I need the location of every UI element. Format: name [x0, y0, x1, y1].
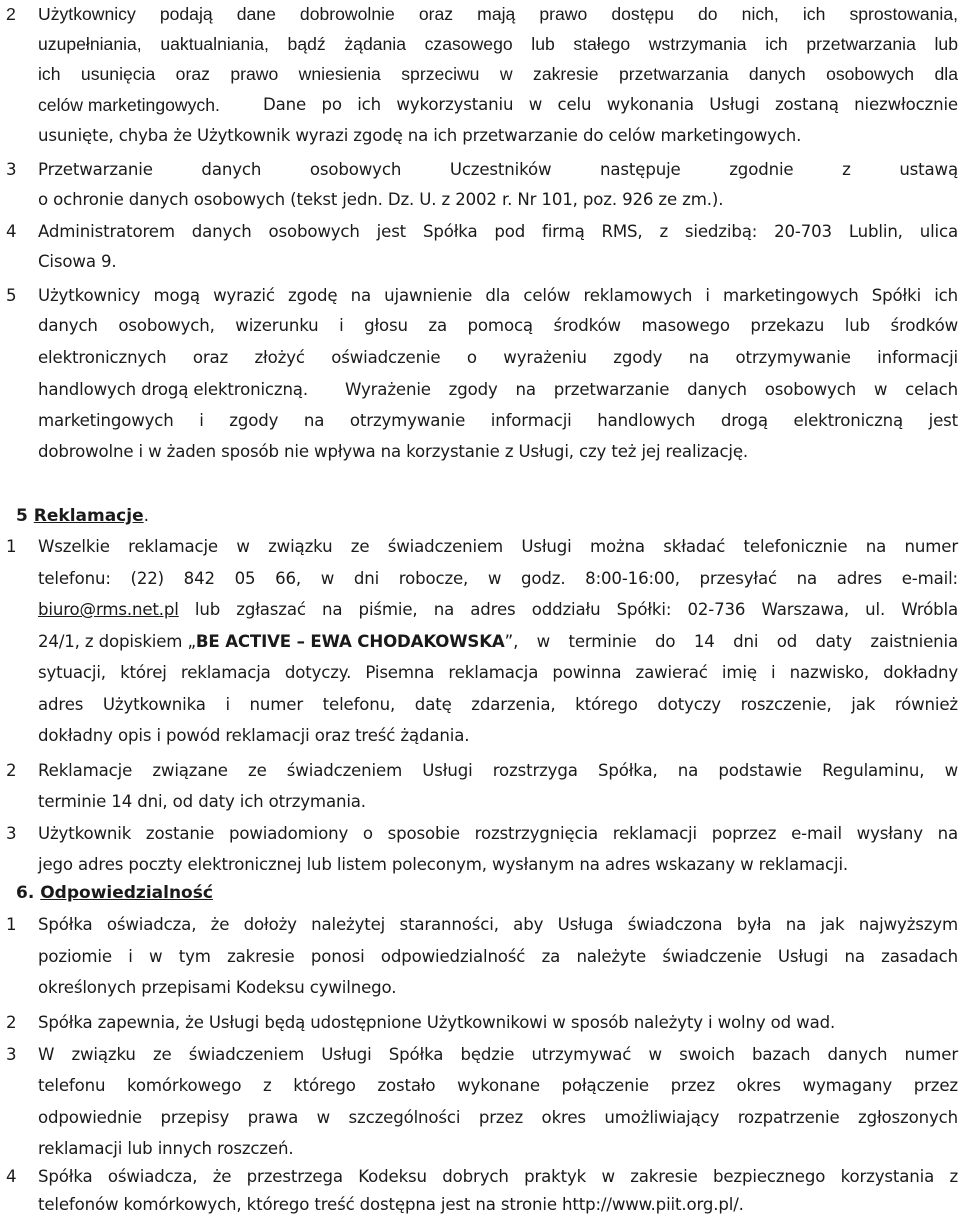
paragraph-line: dokładny opis i powód reklamacji oraz treść żądania. [38, 726, 470, 745]
text-span: 24/1, z dopiskiem „ [38, 632, 196, 651]
paragraph-line: Wszelkie reklamacje w związku ze świadczeniem Usługi można składać telefonicznie na numer [38, 537, 958, 556]
paragraph-line: Reklamacje związane ze świadczeniem Usługi rozstrzyga Spółka, na podstawie Regulaminu, w [38, 761, 958, 780]
paragraph-line: określonych przepisami Kodeksu cywilnego. [38, 978, 397, 997]
paragraph-line: telefonów komórkowych, którego treść dostępna jest na stronie http://www.piit.org.pl/. [38, 1195, 744, 1214]
paragraph-line: Administratorem danych osobowych jest Spółka pod firmą RMS, z siedzibą: 20-703 Lublin, ulica [38, 222, 958, 241]
paragraph-line [38, 630, 958, 654]
paragraph-line: Użytkownicy mogą wyrazić zgodę na ujawnienie dla celów reklamowych i marketingowych Spółki ich [38, 286, 958, 305]
paragraph-line: celów marketingowych. [38, 95, 220, 115]
paragraph-line: Użytkownik zostanie powiadomiony o sposobie rozstrzygnięcia reklamacji poprzez e-mail wysłany na [38, 824, 958, 843]
paragraph-line: Cisowa 9. [38, 252, 117, 271]
paragraph-line: poziomie i w tym zakresie ponosi odpowiedzialność za należyte świadczenie Usługi na zasadach [38, 947, 958, 966]
paragraph-line: dobrowolne i w żaden sposób nie wpływa na korzystanie z Usługi, czy też jej realizację. [38, 442, 749, 461]
paragraph-line: Spółka zapewnia, że Usługi będą udostępnione Użytkownikowi w sposób należyty i wolny od wad. [38, 1013, 836, 1032]
paragraph-line: adres Użytkownika i numer telefonu, datę zdarzenia, którego dotyczy roszczenie, jak również [38, 695, 958, 714]
paragraph-line: danych osobowych, wizerunku i głosu za pomocą środków masowego przekazu lub środków [38, 316, 958, 335]
section-title: Reklamacje [33, 506, 144, 526]
paragraph-line: Przetwarzanie danych osobowych Uczestników następuje zgodnie z ustawą [38, 160, 958, 179]
paragraph-line: Użytkownicy podają dane dobrowolnie oraz mają prawo dostępu do nich, ich sprostowania, [38, 4, 958, 24]
paragraph-line: telefonu komórkowego z którego zostało wykonane połączenie przez okres wymagany przez [38, 1076, 958, 1095]
paragraph-line: odpowiednie przepisy prawa w szczególności przez okres umożliwiający rozpatrzenie zgłoszonych [38, 1108, 958, 1127]
paragraph-line: marketingowych i zgody na otrzymywanie informacji handlowych drogą elektroniczną jest [38, 411, 958, 430]
paragraph-line: Wyrażenie zgody na przetwarzanie danych osobowych w celach [345, 380, 958, 399]
paragraph-line: W związku ze świadczeniem Usługi Spółka będzie utrzymywać w swoich bazach danych numer [38, 1045, 958, 1064]
paragraph-line: reklamacji lub innych roszczeń. [38, 1139, 294, 1158]
section-title-suffix: . [143, 506, 150, 526]
text-span: lub zgłaszać na piśmie, na adres oddziału Spółki: 02-736 Warszawa, ul. Wróbla [178, 600, 958, 619]
paragraph-line: Dane po ich wykorzystaniu w celu wykonania Usługi zostaną niezwłocznie [263, 95, 958, 114]
paragraph-line: terminie 14 dni, od daty ich otrzymania. [38, 792, 366, 811]
section-heading [16, 881, 213, 905]
section-title: Odpowiedzialność [40, 883, 213, 903]
paragraph-line [38, 598, 958, 622]
paragraph-line: usunięte, chyba że Użytkownik wyrazi zgodę na ich przetwarzanie do celów marketingowych. [38, 126, 802, 145]
bold-text: BE ACTIVE – EWA CHODAKOWSKA [195, 632, 505, 651]
paragraph-line: o ochronie danych osobowych (tekst jedn. Dz. U. z 2002 r. Nr 101, poz. 926 ze zm.). [38, 190, 724, 209]
paragraph-line: Spółka oświadcza, że przestrzega Kodeksu dobrych praktyk w zakresie bezpiecznego korzystania z [38, 1167, 958, 1186]
paragraph-line: uzupełniania, uaktualniania, bądź żądania czasowego lub stałego wstrzymania ich przetwarzania lub [38, 34, 958, 54]
paragraph-line: telefonu: (22) 842 05 66, w dni robocze, w godz. 8:00-16:00, przesyłać na adres e-mail: [38, 569, 958, 588]
paragraph-line: elektronicznych oraz złożyć oświadczenie o wyrażeniu zgody na otrzymywanie informacji [38, 348, 958, 367]
text-span: ”, w terminie do 14 dni od daty zaistnienia [504, 632, 958, 651]
section-number: 5 [16, 506, 28, 526]
paragraph-line: Spółka oświadcza, że dołoży należytej staranności, aby Usługa świadczona była na jak najwyższym [38, 915, 958, 934]
email-link[interactable]: biuro@rms.net.pl [38, 600, 179, 619]
paragraph-line: jego adres poczty elektronicznej lub listem poleconym, wysłanym na adres wskazany w reklamacji. [38, 855, 849, 874]
paragraph-line: handlowych drogą elektroniczną. [38, 380, 308, 399]
paragraph-line: ich usunięcia oraz prawo wniesienia sprzeciwu w zakresie przetwarzania danych osobowych dla [38, 64, 958, 84]
section-number: 6. [16, 883, 35, 903]
section-heading [16, 504, 149, 528]
paragraph-line: sytuacji, której reklamacja dotyczy. Pisemna reklamacja powinna zawierać imię i nazwisko, dokładny [38, 663, 958, 682]
document-page: 2 Użytkownicy podają dane dobrowolnie oraz mają prawo dostępu do nich, ich sprostowania, uzupełniania, uaktualniania, bądź żądania czasowego lub stałego wstrzymania ich przetwarzania lub ich usunięcia oraz prawo wniesienia sprzeciwu w zakresie przetwarzania danych osobowych dla celów marketingowych. Dane po ich wykorzystaniu w celu wykonania Usługi zostaną niezwłocznie usunięte, chyba że Użytkownik wyrazi zgodę na ich przetwarzanie do celów marketingowych. 3 Przetwarzanie danych osobowych Uczestników następuje zgodnie z ustawą o ochronie danych osobowych (tekst jedn. Dz. U. z 2002 r. Nr 101, poz. 926 ze zm.). 4 Administratorem danych osobowych jest Spółka pod firmą RMS, z siedzibą: 20-703 Lublin, ulica Cisowa 9. 5 Użytkownicy mogą wyrazić zgodę na ujawnienie dla celów reklamowych i marketingowych Spółki ich danych osobowych, wizerunku i głosu za pomocą środków masowego przekazu lub środków elektronicznych oraz złożyć oświadczenie o wyrażeniu zgody na otrzymywanie informacji handlowych drogą elektroniczną. Wyrażenie zgody na przetwarzanie danych osobowych w celach marketingowych i zgody na otrzymywanie informacji handlowych drogą elektroniczną jest dobrowolne i w żaden sposób nie wpływa na korzystanie z Usługi, czy też jej realizację. 5 Reklamacje. 1 Wszelkie reklamacje w związku ze świadczeniem Usługi można składać telefonicznie na numer telefonu: (22) 842 05 66, w dni robocze, w godz. 8:00-16:00, przesyłać na adres e-mail: biuro@rms.net.pl lub zgłaszać na piśmie, na adres oddziału Spółki: 02-736 Warszawa, ul. Wróbla 24/1, z dopiskiem „ BE ACTIVE – EWA CHODAKOWSKA ”, w terminie do 14 dni od daty zaistnienia sytuacji, której reklamacja dotyczy. Pisemna reklamacja powinna zawierać imię i nazwisko, dokładny adres Użytkownika i numer telefonu, datę zdarzenia, którego dotyczy roszczenie, jak również dokładny opis i powód reklamacji oraz treść żądania. 2 Reklamacje związane ze świadczeniem Usługi rozstrzyga Spółka, na podstawie Regulaminu, w terminie 14 dni, od daty ich otrzymania. 3 Użytkownik zostanie powiadomiony o sposobie rozstrzygnięcia reklamacji poprzez e-mail wysłany na jego adres poczty elektronicznej lub listem poleconym, wysłanym na adres wskazany w reklamacji. 6. Odpowiedzialność 1 Spółka oświadcza, że dołoży należytej staranności, aby Usługa świadczona była na jak najwyższym poziomie i w tym zakresie ponosi odpowiedzialność za należyte świadczenie Usługi na zasadach określonych przepisami Kodeksu cywilnego. 2 Spółka zapewnia, że Usługi będą udostępnione Użytkownikowi w sposób należyty i wolny od wad. 3 W związku ze świadczeniem Usługi Spółka będzie utrzymywać w swoich bazach danych numer telefonu komórkowego z którego zostało wykonane połączenie przez okres wymagany przez odpowiednie przepisy prawa w szczególności przez okres umożliwiający rozpatrzenie zgłoszonych reklamacji lub innych roszczeń. 4 Spółka oświadcza, że przestrzega Kodeksu dobrych praktyk w zakresie bezpiecznego korzystania z telefonów komórkowych, którego treść dostępna jest na stronie http://www.piit.org.pl/. [0, 0, 960, 1219]
